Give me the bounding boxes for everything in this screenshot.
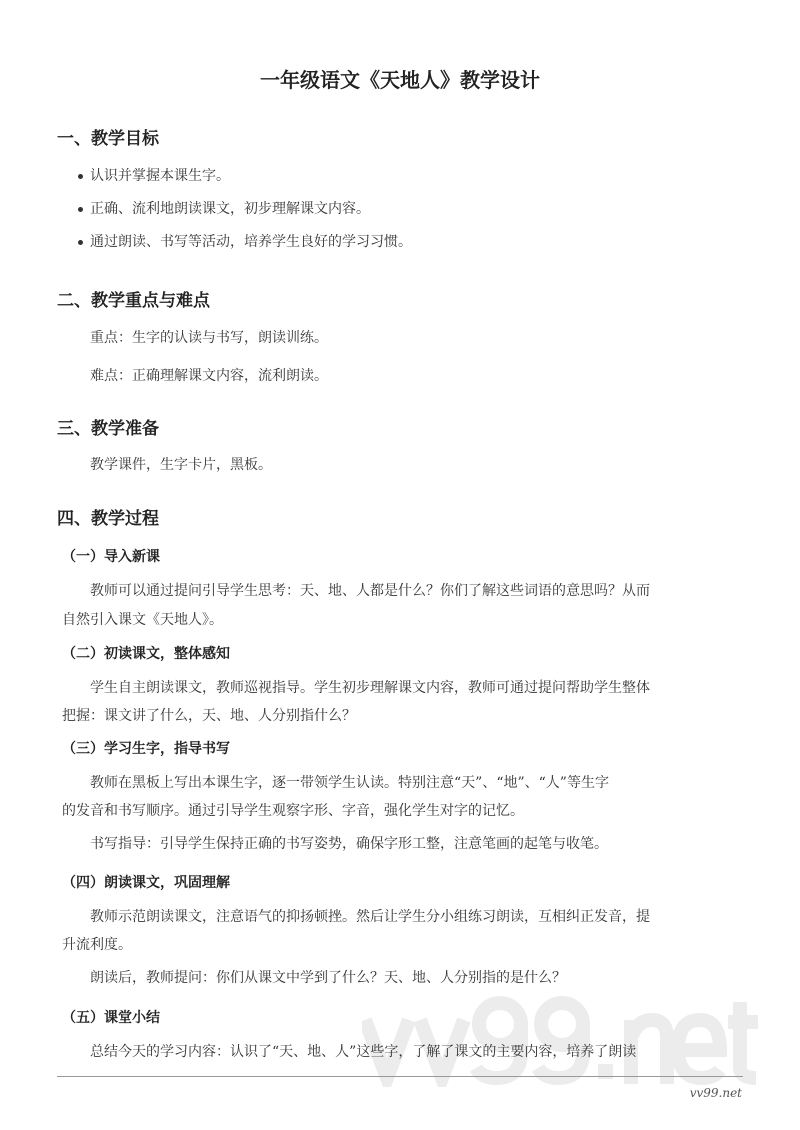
- subsection-heading: （三）学习生字，指导书写: [62, 741, 230, 757]
- footer-text: vv99.net: [689, 1086, 742, 1100]
- bullet-icon: [78, 207, 83, 212]
- subsection-heading: （二）初读课文，整体感知: [62, 646, 230, 662]
- subsection-heading: （四）朗读课文，巩固理解: [62, 875, 230, 891]
- paragraph-line: 书写指导：引导学生保持正确的书写姿势，确保字形工整，注意笔画的起笔与收笔。: [90, 836, 608, 852]
- section-heading: 二、教学重点与难点: [57, 291, 210, 311]
- paragraph-line: 教师在黑板上写出本课生字，逐一带领学生认读。特别注意“天”、“地”、“人”等生字: [90, 775, 609, 791]
- paragraph-line: 朗读后，教师提问：你们从课文中学到了什么？天、地、人分别指的是什么？: [90, 970, 566, 986]
- list-item: 通过朗读、书写等活动，培养学生良好的学习习惯。: [78, 231, 412, 251]
- paragraph-line: 自然引入课文《天地人》。: [62, 612, 223, 628]
- section-heading: 三、教学准备: [57, 419, 159, 439]
- paragraph-line: 把握：课文讲了什么，天、地、人分别指什么？: [62, 708, 356, 724]
- list-item: 正确、流利地朗读课文，初步理解课文内容。: [78, 198, 370, 218]
- watermark-logo: [362, 992, 762, 1087]
- paragraph-line: 升流利度。: [62, 937, 132, 953]
- subsection-heading: （五）课堂小结: [62, 1010, 160, 1026]
- paragraph: 难点：正确理解课文内容，流利朗读。: [90, 368, 328, 384]
- document-title: 一年级语文《天地人》教学设计: [260, 68, 540, 92]
- paragraph-line: 教师示范朗读课文，注意语气的抑扬顿挫。然后让学生分小组练习朗读，互相纠正发音，提: [90, 909, 650, 925]
- list-item: 认识并掌握本课生字。: [78, 165, 230, 185]
- paragraph: 重点：生字的认读与书写，朗读训练。: [90, 330, 328, 346]
- paragraph-line: 教师可以通过提问引导学生思考：天、地、人都是什么？你们了解这些词语的意思吗？从而: [90, 583, 650, 599]
- section-heading: 四、教学过程: [57, 509, 159, 529]
- footer-divider: [57, 1076, 743, 1077]
- subsection-heading: （一）导入新课: [62, 549, 160, 565]
- paragraph-line: 总结今天的学习内容：认识了“天、地、人”这些字，了解了课文的主要内容，培养了朗读: [90, 1044, 637, 1060]
- paragraph: 教学课件，生字卡片，黑板。: [90, 457, 272, 473]
- paragraph-line: 学生自主朗读课文，教师巡视指导。学生初步理解课文内容，教师可通过提问帮助学生整体: [90, 680, 650, 696]
- section-heading: 一、教学目标: [57, 129, 159, 149]
- bullet-icon: [78, 174, 83, 179]
- paragraph-line: 的发音和书写顺序。通过引导学生观察字形、字音，强化学生对字的记忆。: [62, 803, 524, 819]
- bullet-icon: [78, 240, 83, 245]
